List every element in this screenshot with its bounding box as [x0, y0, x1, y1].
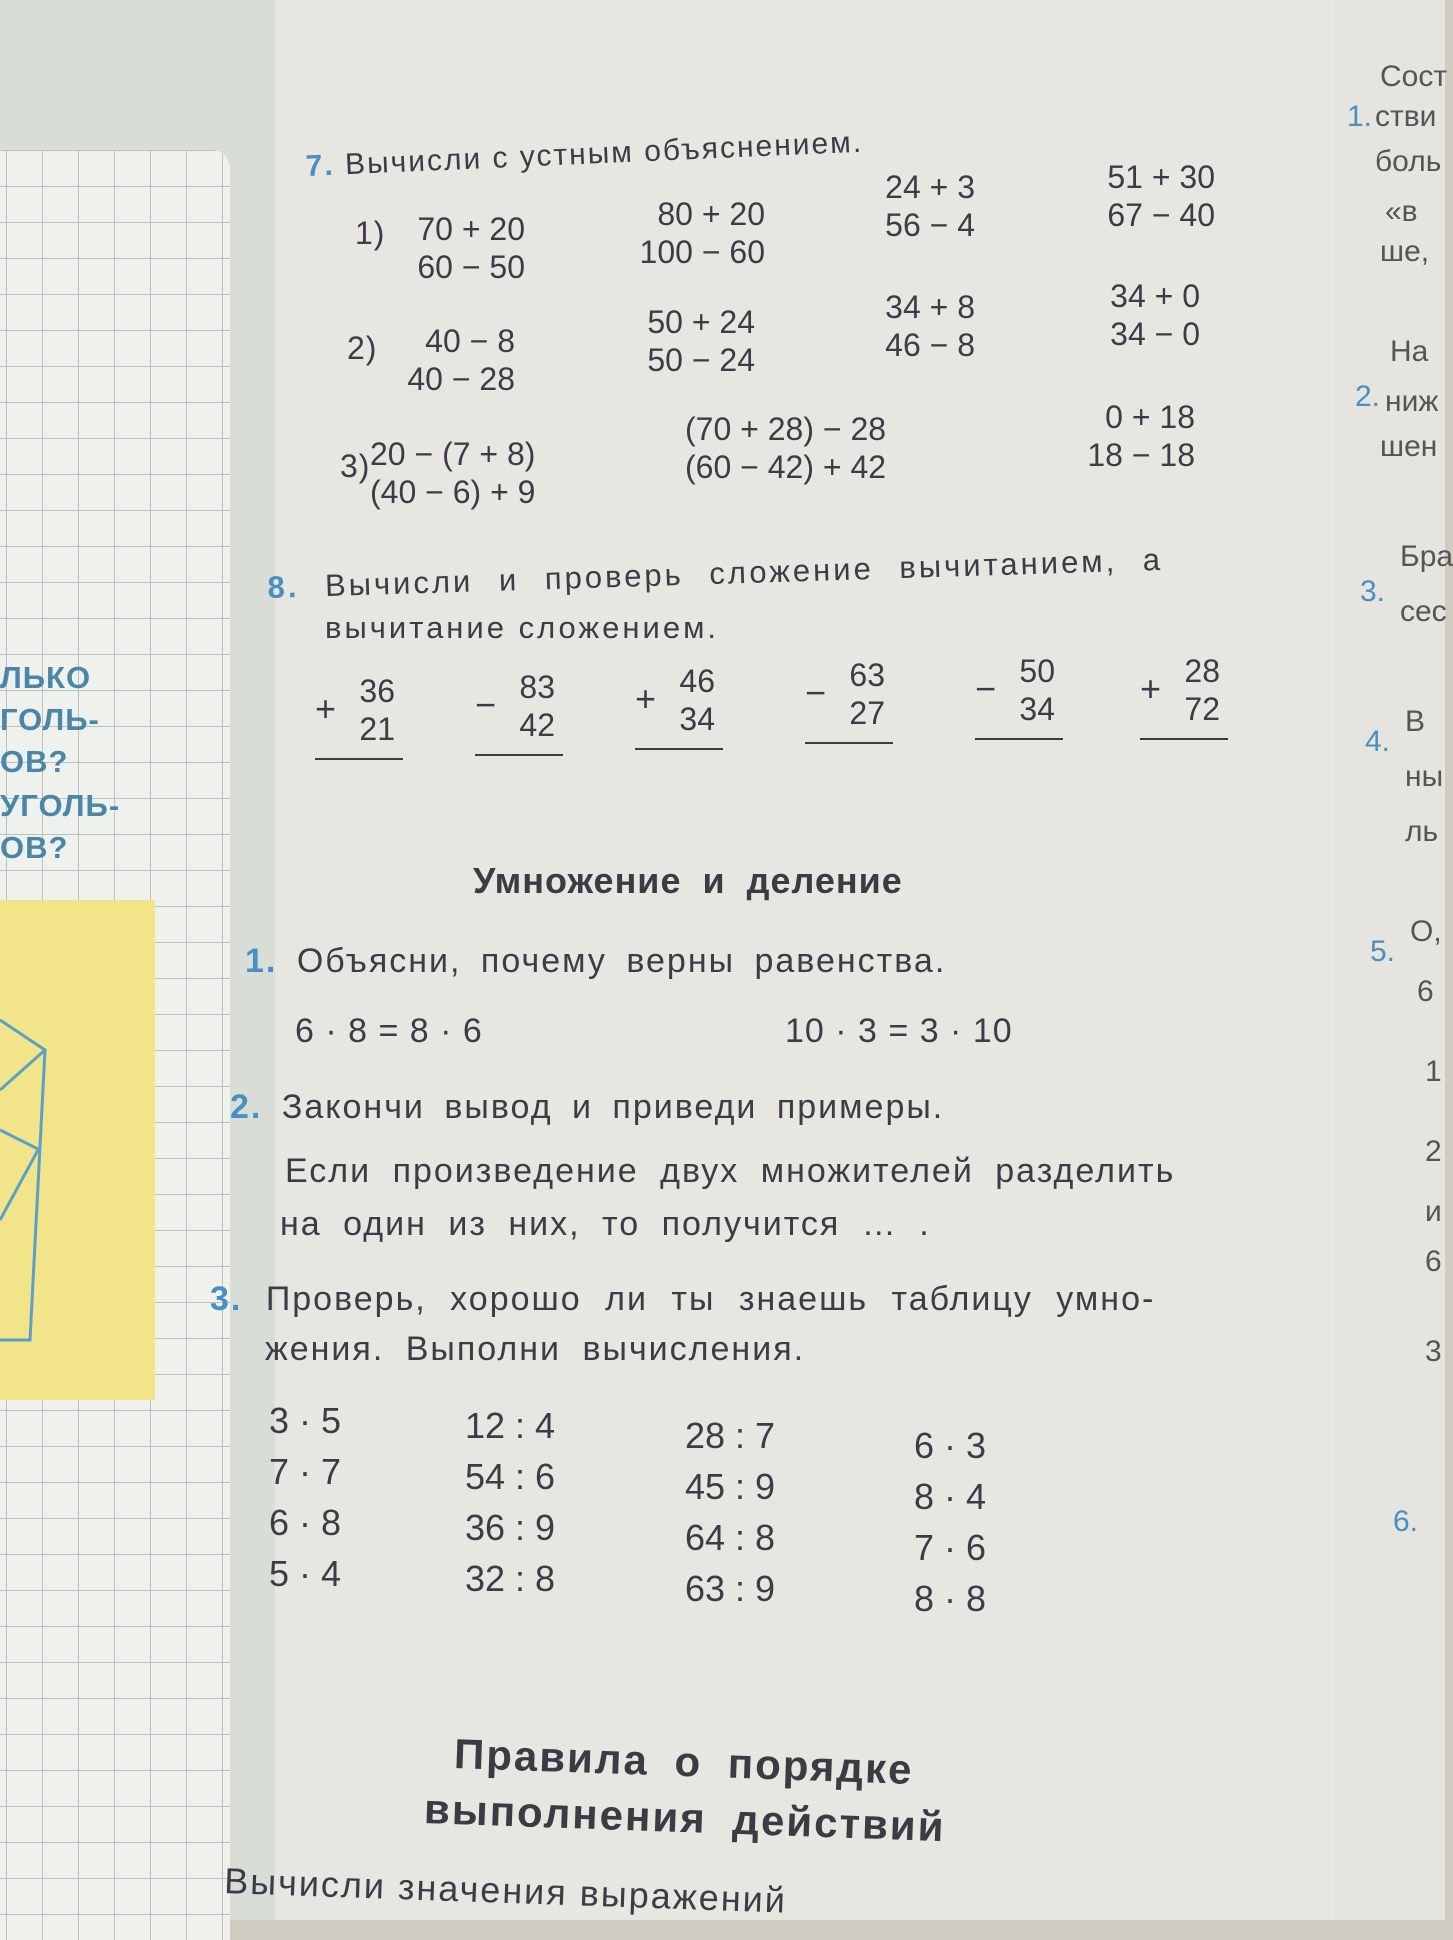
- right-fragment: 3.: [1360, 575, 1386, 608]
- m3-line1: Проверь, хорошо ли ты знаешь таблицу умно-: [265, 1280, 1156, 1318]
- task8-line2: вычитание сложением.: [325, 610, 720, 645]
- task7-expr-col: [615, 195, 765, 271]
- operator-sign: +: [315, 688, 337, 729]
- operand: 34: [679, 701, 715, 737]
- operand: 36: [359, 673, 395, 709]
- expression: 0 + 18: [1105, 399, 1195, 435]
- expression: 7 · 7: [268, 1451, 342, 1492]
- right-fragment: «в: [1385, 195, 1418, 228]
- task7-expr-col: [385, 322, 515, 398]
- right-fragment: 6: [1417, 975, 1434, 1008]
- right-fragment: стви: [1375, 100, 1437, 133]
- expression: 5 · 4: [268, 1553, 342, 1594]
- operand: 27: [849, 695, 885, 731]
- task7-group-label: 2): [347, 330, 378, 366]
- expression: (70 + 28) − 28: [685, 411, 887, 447]
- mult-col: [445, 1400, 575, 1604]
- task8-line1: Вычисли и проверь сложение вычитанием, а: [324, 541, 1164, 604]
- right-fragment: 6: [1425, 1245, 1442, 1278]
- section-title: Умножение и деление: [473, 860, 903, 901]
- right-fragment: 2.: [1355, 380, 1381, 413]
- m1-number: 1.: [245, 942, 278, 980]
- expression: 64 : 8: [684, 1517, 776, 1558]
- left-fragment: УГОЛЬ-: [0, 788, 121, 823]
- right-fragment: шен: [1380, 430, 1438, 463]
- operator-sign: −: [475, 684, 497, 725]
- expression: 7 · 6: [913, 1527, 987, 1568]
- task7-expr-col: [845, 168, 975, 244]
- prism-drawing: [0, 980, 70, 1370]
- expression: 6 · 8: [268, 1502, 342, 1543]
- right-fragment: 5.: [1370, 935, 1396, 968]
- mult-col: [890, 1420, 1010, 1624]
- operand: 83: [519, 669, 555, 705]
- right-fragment: В: [1405, 705, 1426, 738]
- task7-group-label: 3): [340, 448, 371, 484]
- operand: 50: [1019, 653, 1055, 689]
- task8-header: [267, 542, 1164, 606]
- mult-col: [665, 1410, 795, 1614]
- operator-sign: −: [975, 668, 997, 709]
- expression: (40 − 6) + 9: [370, 474, 536, 510]
- expression: 6 · 3: [913, 1425, 987, 1466]
- m2-line1: Если произведение двух множителей разделить: [285, 1152, 1176, 1190]
- operator-sign: −: [805, 672, 827, 713]
- mult-col: [245, 1395, 365, 1599]
- expression: 20 − (7 + 8): [370, 436, 536, 472]
- expression: 32 : 8: [464, 1558, 556, 1599]
- sum-line: [475, 754, 563, 756]
- section2-title-line2: выполнения действий: [423, 1785, 947, 1851]
- expression: 34 + 0: [1110, 278, 1200, 314]
- right-fragment: О,: [1410, 915, 1442, 948]
- right-fragment: ны: [1405, 760, 1444, 793]
- left-fragment: ЛЬКО: [0, 660, 92, 695]
- operator-sign: +: [1140, 668, 1162, 709]
- task7-expr-col: [1055, 398, 1195, 474]
- task7-expr-col: [845, 288, 975, 364]
- expression: 46 − 8: [885, 327, 975, 363]
- task7-expr-col: [605, 303, 755, 379]
- right-fragment: 3: [1425, 1335, 1442, 1368]
- task8-number: 8.: [267, 568, 300, 605]
- right-fragment: ниж: [1385, 385, 1439, 418]
- expression: 80 + 20: [657, 196, 765, 232]
- m3-header: [210, 1280, 1155, 1319]
- operand: 42: [519, 707, 555, 743]
- right-fragment: 4.: [1365, 725, 1391, 758]
- operator-sign: +: [635, 678, 657, 719]
- task7-expr-col: [370, 435, 555, 511]
- expression: 34 − 0: [1110, 316, 1200, 352]
- right-fragment: Сост: [1380, 60, 1448, 93]
- operand: 21: [359, 711, 395, 747]
- task7-title: Вычисли с устным объяснением.: [344, 125, 864, 182]
- right-fragment: 1.: [1347, 100, 1373, 133]
- operand: 34: [1019, 691, 1055, 727]
- sum-line: [805, 742, 893, 744]
- operand: 72: [1184, 691, 1220, 727]
- expression: 45 : 9: [684, 1466, 776, 1507]
- operand: 46: [679, 663, 715, 699]
- expression: 70 + 20: [417, 211, 525, 247]
- expression: 67 − 40: [1107, 197, 1215, 233]
- expression: 24 + 3: [885, 169, 975, 205]
- footer-text: Вычисли значения выражений: [223, 1860, 788, 1921]
- equation: 6 · 8 = 8 · 6: [295, 1012, 483, 1050]
- expression: 12 : 4: [464, 1405, 556, 1446]
- m1-title: Объясни, почему верны равенства.: [296, 942, 947, 980]
- task7-expr-col: [395, 210, 525, 286]
- task7-header: [305, 126, 864, 184]
- section2-title-line1: Правила о порядке: [453, 1730, 915, 1794]
- right-fragment: сес: [1400, 595, 1447, 628]
- right-fragment: ше,: [1380, 235, 1430, 268]
- expression: 8 · 4: [913, 1476, 987, 1517]
- m2-line2: на один из них, то получится … .: [280, 1205, 931, 1243]
- task7-expr-col: [1075, 277, 1200, 353]
- expression: (60 − 42) + 42: [685, 449, 887, 485]
- expression: 18 − 18: [1087, 437, 1195, 473]
- expression: 40 − 8: [425, 323, 515, 359]
- expression: 40 − 28: [407, 361, 515, 397]
- sum-line: [315, 758, 403, 760]
- right-fragment: На: [1390, 335, 1429, 368]
- expression: 56 − 4: [885, 207, 975, 243]
- expression: 3 · 5: [268, 1400, 342, 1441]
- right-fragment: 6.: [1393, 1505, 1419, 1538]
- m2-number: 2.: [230, 1088, 263, 1126]
- m2-header: [230, 1088, 944, 1127]
- right-fragment: ль: [1405, 815, 1439, 848]
- right-fragment: и: [1425, 1195, 1442, 1228]
- sum-line: [1140, 738, 1228, 740]
- expression: 60 − 50: [417, 249, 525, 285]
- task7-expr-col: [1075, 158, 1215, 234]
- equation: 10 · 3 = 3 · 10: [785, 1012, 1013, 1050]
- m3-line2: жения. Выполни вычисления.: [265, 1330, 806, 1368]
- right-fragment: боль: [1375, 145, 1442, 178]
- task7-expr-col: [685, 410, 935, 486]
- sum-line: [975, 738, 1063, 740]
- expression: 63 : 9: [684, 1568, 776, 1609]
- expression: 28 : 7: [684, 1415, 776, 1456]
- expression: 36 : 9: [464, 1507, 556, 1548]
- left-fragment: ГОЛЬ-: [0, 702, 100, 737]
- sum-line: [635, 748, 723, 750]
- right-fragment: 2: [1425, 1135, 1442, 1168]
- operand: 63: [849, 657, 885, 693]
- expression: 100 − 60: [639, 234, 765, 270]
- m3-number: 3.: [210, 1280, 243, 1318]
- task7-number: 7.: [305, 148, 336, 183]
- task7-group-label: 1): [355, 215, 386, 251]
- m2-title: Закончи вывод и приведи примеры.: [281, 1088, 945, 1126]
- main-page: [210, 0, 1335, 1921]
- left-fragment: ОВ?: [0, 744, 69, 779]
- expression: 8 · 8: [913, 1578, 987, 1619]
- expression: 51 + 30: [1107, 159, 1215, 195]
- left-fragment: ОВ?: [0, 830, 69, 865]
- right-page: [1325, 0, 1453, 1920]
- expression: 50 − 24: [647, 342, 755, 378]
- m1-header: [245, 942, 946, 981]
- expression: 50 + 24: [647, 304, 755, 340]
- right-fragment: 1: [1425, 1055, 1442, 1088]
- right-fragment: Бра: [1400, 540, 1453, 573]
- expression: 34 + 8: [885, 289, 975, 325]
- operand: 28: [1184, 653, 1220, 689]
- expression: 54 : 6: [464, 1456, 556, 1497]
